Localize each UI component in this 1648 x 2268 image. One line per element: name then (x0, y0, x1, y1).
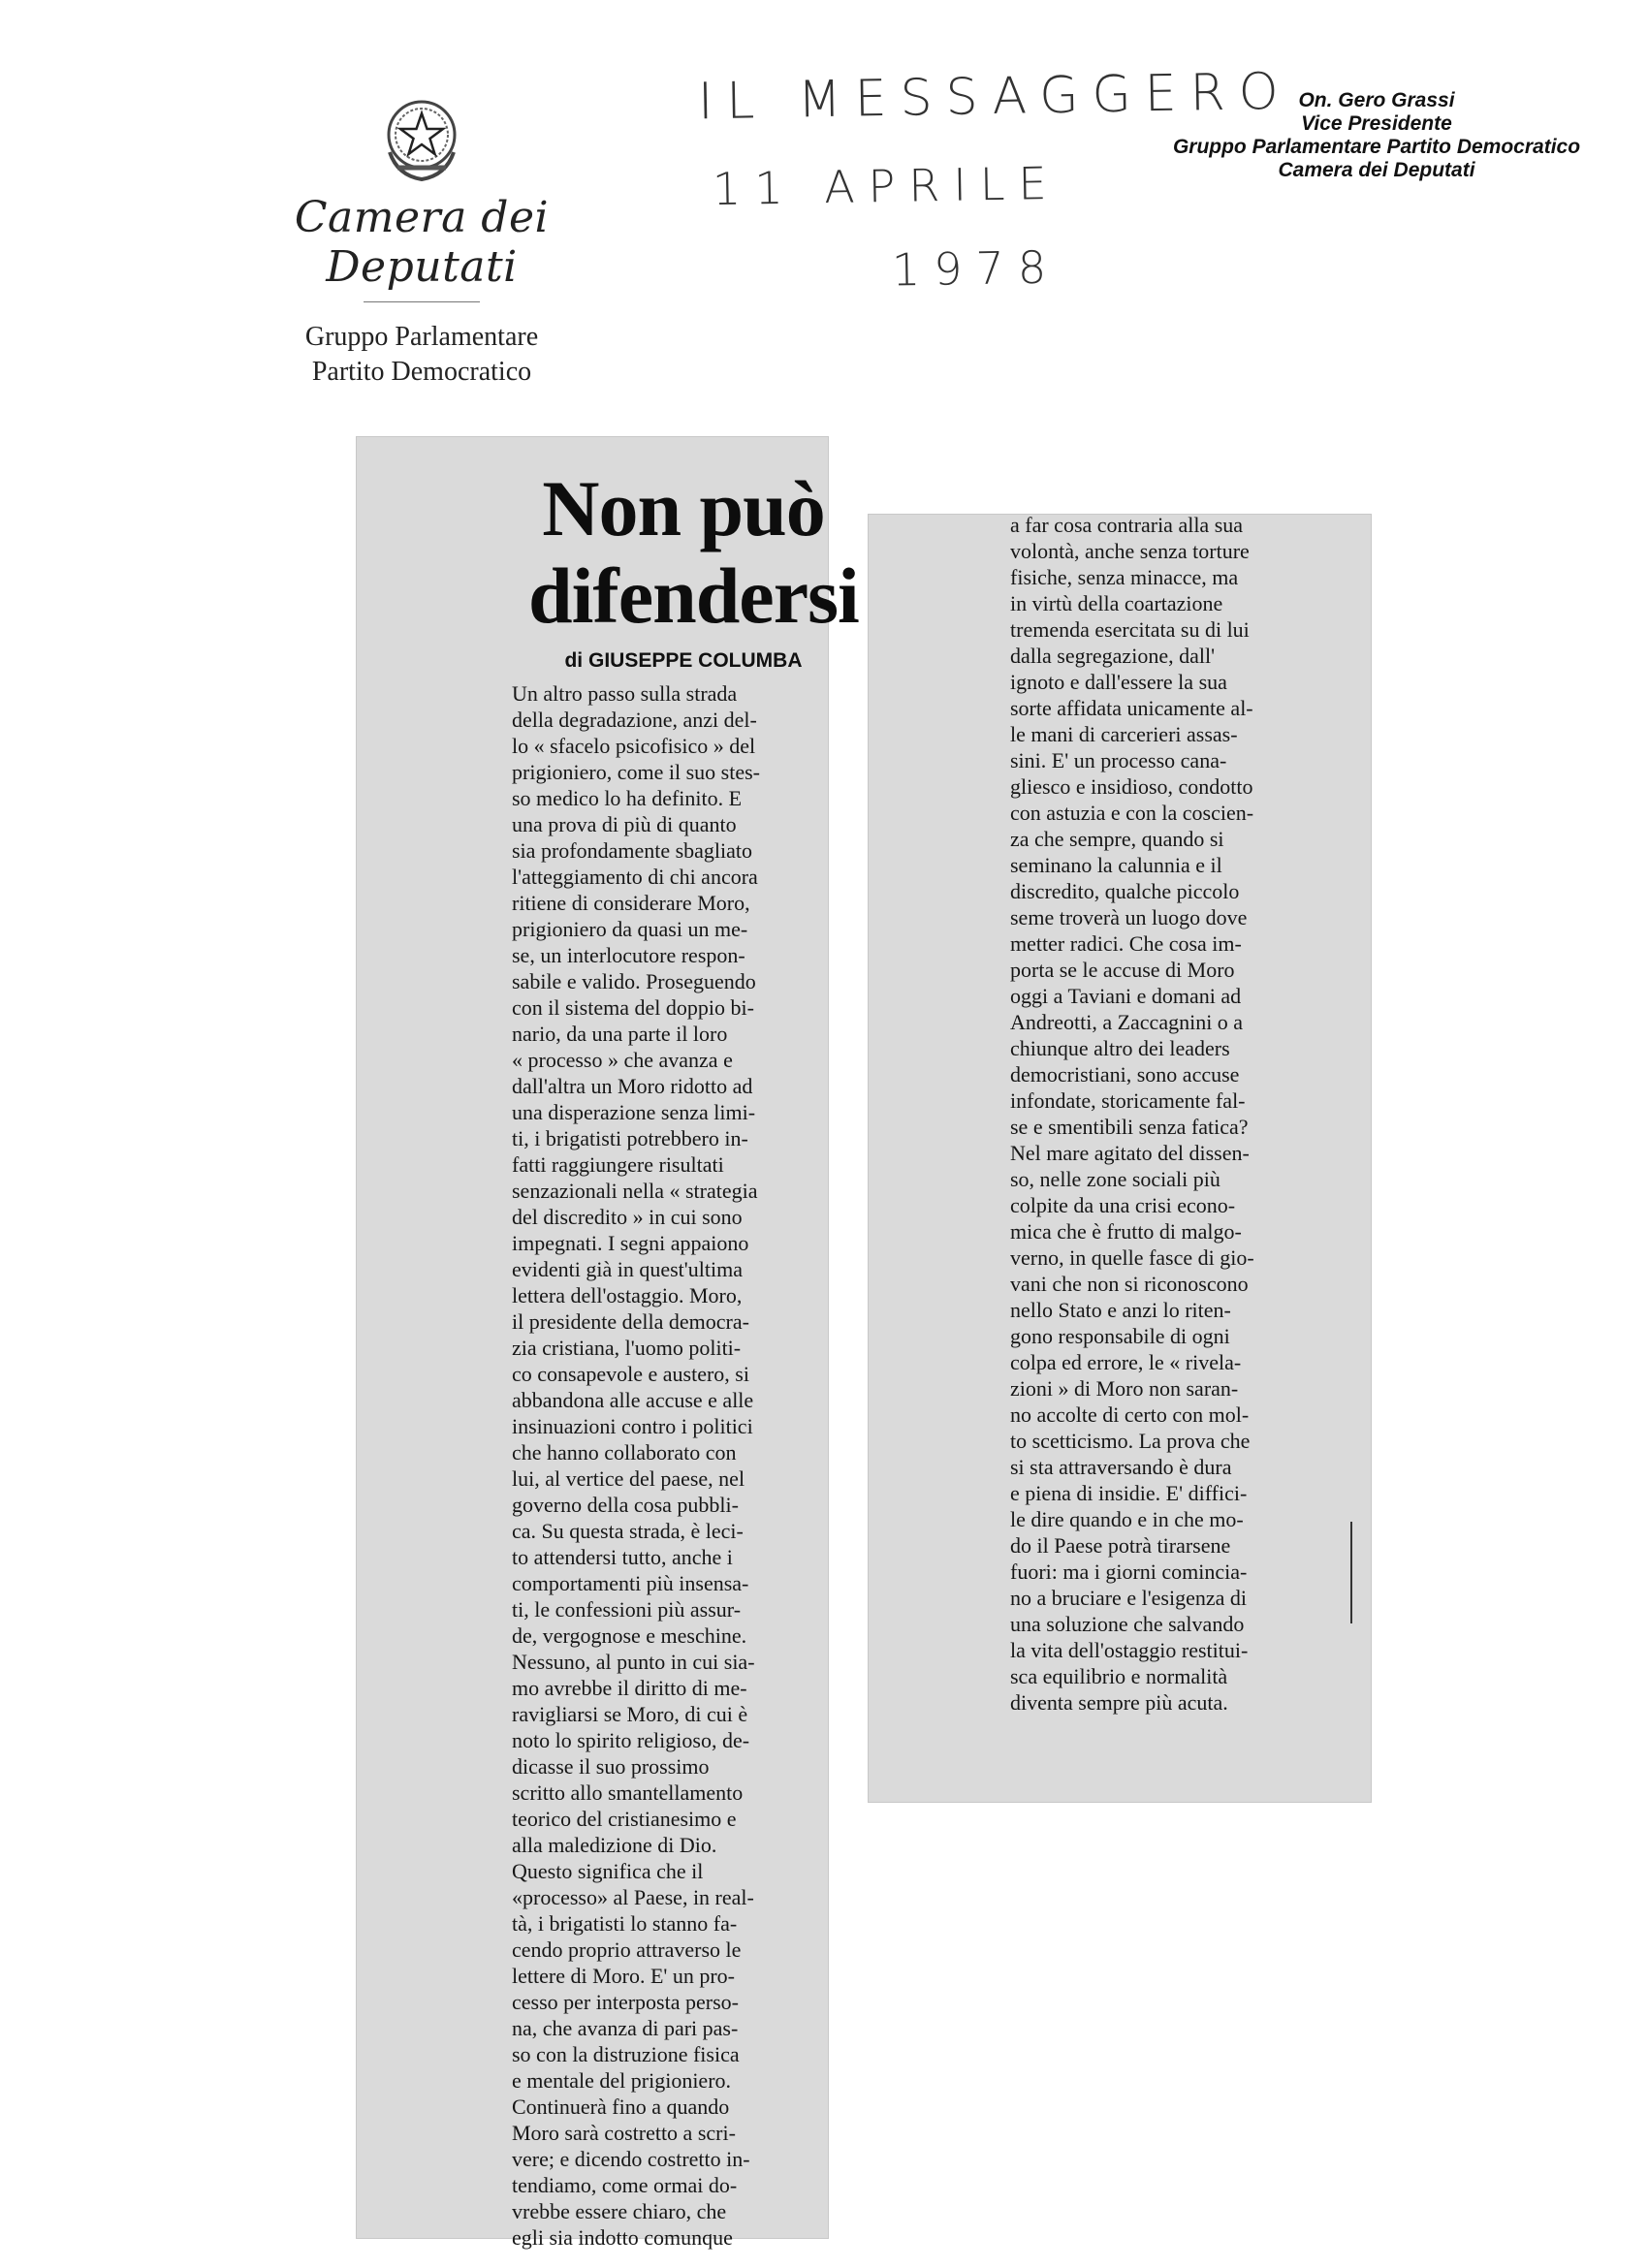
deputy-chamber: Camera dei Deputati (1278, 159, 1475, 181)
chamber-name: Camera dei Deputati (294, 193, 550, 292)
letterhead (194, 92, 650, 390)
deputy-info (1154, 89, 1600, 182)
deputy-group: Gruppo Parlamentare Partito Democratico (1172, 136, 1581, 158)
deputy-name: On. Gero Grassi (1298, 89, 1455, 111)
deputy-role: Vice Presidente (1301, 112, 1452, 135)
letterhead-divider (364, 301, 480, 302)
article-column-1: Un altro passo sulla strada della degradazione, anzi del- lo « sfacelo psicofisico » del prigioniero, come il suo stes- so medico lo ha definito. E una prova di più di quanto sia profondamente sbagliato l'atteggiamento di chi ancora ritiene di considerare Moro, prigioniero da quasi un me- se, un interlocutore respon- sabile e valido. Proseguendo con il sistema del doppio bi- nario, da una parte il loro « processo » che avanza e dall'altra un Moro ridotto ad una disperazione senza limi- ti, i brigatisti potrebbero in- fatti raggiungere risultati senzazionali nella « strategia del discredito » in cui sono impegnati. I segni appaiono evidenti già in quest'ultima lettera dell'ostaggio. Moro, il presidente della democra- zia cristiana, l'uomo politi- co consapevole e austero, si abbandona alle accuse e alle insinuazioni contro i politici che hanno collaborato con lui, al vertice del paese, nel governo della cosa pubbli- ca. Su questa strada, è leci- to attendersi tutto, anche i comportamenti più insensa- ti, le confessioni più assur- de, vergognose e meschine. Nessuno, al punto in cui sia- mo avrebbe il diritto di me- ravigliarsi se Moro, di cui è noto lo spirito religioso, de- dicasse il suo prossimo scritto allo smantellamento teorico del cristianesimo e alla maledizione di Dio. Questo significa che il «processo» al Paese, in real- tà, i brigatisti lo stanno fa- cendo proprio attraverso le lettere di Moro. E' un pro- cesso per interposta perso- na, che avanza di pari pas- so con la distruzione fisica e mentale del prigioniero. Continuerà fino a quando Moro sarà costretto a scri- vere; e dicendo costretto in- tendiamo, come ormai do- vrebbe essere chiaro, che egli sia indotto comunque (512, 681, 761, 2250)
article-byline: di GIUSEPPE COLUMBA (564, 649, 803, 672)
group-line-2: Partito Democratico (311, 357, 532, 387)
republic-emblem-icon (368, 92, 475, 189)
article-column-2: a far cosa contraria alla sua volontà, anche senza torture fisiche, senza minacce, ma in virtù della coartazione tremenda esercitata su di lui dalla segregazione, dall' ignoto e dall'essere la sua sorte affidata unicamente al- le mani di carcerieri assas- sini. E' un processo cana- gliesco e insidioso, condotto con astuzia e con la coscien- za che sempre, quando si seminano la calunnia e il discredito, qualche piccolo seme troverà un luogo dove metter radici. Che cosa im- porta se le accuse di Moro oggi a Taviani e domani ad Andreotti, a Zaccagnini o a chiunque altro dei leaders democristiani, sono accuse infondate, storicamente fal- se e smentibili senza fatica? Nel mare agitato del dissen- so, nelle zone sociali più colpite da una crisi econo- mica che è frutto di malgo- verno, in quelle fasce di gio- vani che non si riconoscono nello Stato e anzi lo riten- gono responsabile di ogni colpa ed errore, le « rivela- zioni » di Moro non saran- no accolte di certo con mol- to scetticismo. La prova che si sta attraversando è dura e piena di insidie. E' diffici- le dire quando e in che mo- do il Paese potrà tirarsene fuori: ma i giorni comincia- no a bruciare e l'esigenza di una soluzione che salvando la vita dell'ostaggio restitui- sca equilibrio e normalità diventa sempre più acuta. (1010, 513, 1254, 1715)
handwritten-newspaper-name: IL MESSAGGERO (697, 62, 1293, 132)
handwritten-date: 11 APRILE (712, 156, 1062, 216)
column-rule (1350, 1522, 1352, 1623)
group-line-1: Gruppo Parlamentare (304, 322, 539, 352)
article-headline: Non può difendersi (528, 464, 859, 640)
handwritten-year: 1978 (891, 240, 1061, 297)
